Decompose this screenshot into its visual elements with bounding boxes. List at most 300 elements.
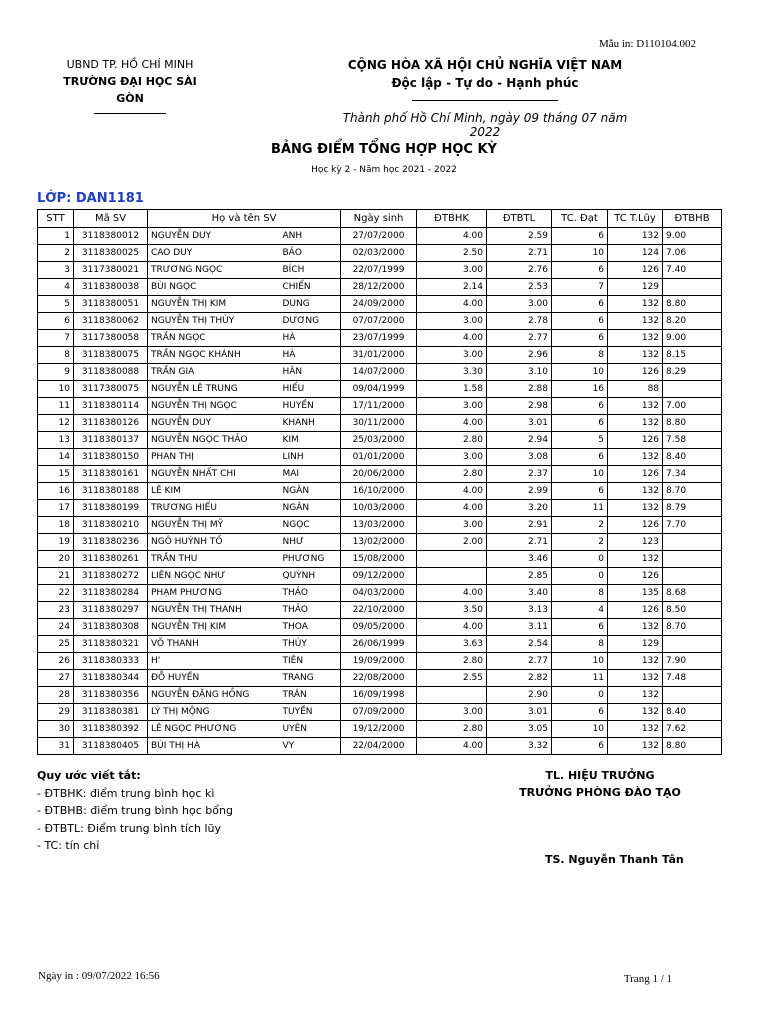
cell-dob: 19/09/2000 [341,653,417,670]
cell-dob: 15/08/2000 [341,551,417,568]
cell-dtbhb: 8.40 [663,449,722,466]
cell-given-name: NGÂN [280,483,341,500]
cell-student-id: 3118380088 [74,364,148,381]
cell-dtbhk: 3.50 [417,602,487,619]
table-row [38,364,722,381]
cell-student-id: 3118380161 [74,466,148,483]
cell-dtbtl: 2.94 [487,432,552,449]
cell-dtbhb [663,551,722,568]
cell-dtbhb: 7.34 [663,466,722,483]
cell-given-name: TRÂN [280,687,341,704]
cell-stt: 8 [38,347,74,364]
cell-dtbtl: 2.82 [487,670,552,687]
cell-surname: CAO DUY [148,245,280,262]
cell-tc-luy: 129 [608,279,663,296]
cell-stt: 1 [38,228,74,245]
cell-dtbtl: 2.91 [487,517,552,534]
cell-given-name: LINH [280,449,341,466]
cell-surname: NGUYỄN THỊ NGỌC [148,398,280,415]
cell-stt: 6 [38,313,74,330]
cell-tc-dat: 6 [552,262,608,279]
cell-tc-dat: 11 [552,670,608,687]
city-committee: UBND TP. HỒ CHÍ MINH [66,58,194,71]
cell-tc-luy: 132 [608,398,663,415]
table-row [38,245,722,262]
signature-title-1: TL. HIỆU TRƯỞNG [545,769,655,782]
cell-dtbhk: 1.58 [417,381,487,398]
cell-dtbhk: 3.30 [417,364,487,381]
cell-dtbhk: 4.00 [417,228,487,245]
cell-dtbtl: 2.96 [487,347,552,364]
cell-dtbhb: 8.50 [663,602,722,619]
print-date: Ngày in : 09/07/2022 16:56 [38,970,160,982]
cell-stt: 12 [38,415,74,432]
cell-stt: 23 [38,602,74,619]
cell-dtbhb: 8.15 [663,347,722,364]
cell-dob: 16/09/1998 [341,687,417,704]
table-row [38,432,722,449]
cell-surname: LÊ NGỌC PHƯƠNG [148,721,280,738]
cell-dtbhb [663,568,722,585]
cell-dtbtl: 3.40 [487,585,552,602]
legend-item: - ĐTBHB: điểm trung bình học bổng [37,804,233,817]
cell-dtbtl: 2.54 [487,636,552,653]
cell-stt: 7 [38,330,74,347]
cell-stt: 21 [38,568,74,585]
cell-tc-luy: 132 [608,687,663,704]
cell-dob: 31/01/2000 [341,347,417,364]
cell-dtbhk: 2.80 [417,466,487,483]
cell-tc-dat: 16 [552,381,608,398]
cell-tc-luy: 132 [608,619,663,636]
cell-dtbhk: 2.14 [417,279,487,296]
cell-student-id: 3118380261 [74,551,148,568]
legend-heading: Quy ước viết tắt: [37,769,141,782]
cell-dtbtl: 3.46 [487,551,552,568]
cell-dob: 07/07/2000 [341,313,417,330]
table-row [38,483,722,500]
cell-dtbtl: 3.32 [487,738,552,755]
cell-dtbhb [663,636,722,653]
header-dtbhb: ĐTBHB [663,210,722,228]
table-row [38,653,722,670]
cell-student-id: 3118380210 [74,517,148,534]
table-row [38,347,722,364]
legend-item: - ĐTBTL: Điểm trung bình tích lũy [37,821,222,835]
table-row [38,636,722,653]
cell-student-id: 3118380062 [74,313,148,330]
cell-dtbhb: 8.80 [663,415,722,432]
cell-tc-dat: 6 [552,449,608,466]
cell-dtbhb: 7.58 [663,432,722,449]
cell-tc-dat: 0 [552,568,608,585]
cell-tc-dat: 6 [552,619,608,636]
cell-student-id: 3117380058 [74,330,148,347]
cell-dtbtl: 3.10 [487,364,552,381]
cell-stt: 10 [38,381,74,398]
cell-dtbtl: 2.98 [487,398,552,415]
cell-dob: 24/09/2000 [341,296,417,313]
cell-dtbhb [663,279,722,296]
cell-dtbhk: 2.00 [417,534,487,551]
cell-tc-dat: 6 [552,398,608,415]
cell-dob: 28/12/2000 [341,279,417,296]
cell-dtbtl: 3.01 [487,704,552,721]
cell-dob: 14/07/2000 [341,364,417,381]
cell-tc-dat: 8 [552,636,608,653]
cell-dtbtl: 3.11 [487,619,552,636]
table-row [38,296,722,313]
cell-stt: 25 [38,636,74,653]
cell-tc-dat: 8 [552,585,608,602]
cell-dob: 19/12/2000 [341,721,417,738]
cell-tc-dat: 0 [552,551,608,568]
cell-stt: 22 [38,585,74,602]
cell-student-id: 3118380381 [74,704,148,721]
cell-tc-dat: 6 [552,313,608,330]
cell-stt: 30 [38,721,74,738]
cell-dob: 27/07/2000 [341,228,417,245]
cell-dtbhk [417,551,487,568]
cell-tc-luy: 126 [608,466,663,483]
cell-tc-luy: 132 [608,228,663,245]
cell-given-name: CHIẾN [280,279,341,296]
cell-dob: 22/08/2000 [341,670,417,687]
cell-tc-dat: 6 [552,704,608,721]
cell-tc-luy: 132 [608,483,663,500]
cell-dtbhb: 8.79 [663,500,722,517]
cell-surname: VÕ THANH [148,636,280,653]
cell-student-id: 3118380321 [74,636,148,653]
table-row [38,704,722,721]
cell-dob: 17/11/2000 [341,398,417,415]
cell-dob: 07/09/2000 [341,704,417,721]
cell-student-id: 3118380392 [74,721,148,738]
cell-dtbhk: 4.00 [417,500,487,517]
cell-tc-dat: 6 [552,483,608,500]
table-row [38,466,722,483]
cell-dtbhb: 7.48 [663,670,722,687]
cell-dtbhk: 3.00 [417,704,487,721]
cell-surname: NGUYỄN DUY [148,228,280,245]
cell-dob: 09/05/2000 [341,619,417,636]
header-full-name: Họ và tên SV [148,210,341,228]
cell-tc-luy: 132 [608,296,663,313]
header-underline [94,113,166,114]
cell-given-name: TUYỀN [280,704,341,721]
cell-stt: 13 [38,432,74,449]
cell-dtbtl: 2.88 [487,381,552,398]
table-row [38,721,722,738]
header-stt: STT [38,210,74,228]
cell-tc-luy: 132 [608,415,663,432]
legend-item: - ĐTBHK: điểm trung bình học kì [37,786,215,800]
cell-tc-luy: 123 [608,534,663,551]
cell-tc-dat: 10 [552,721,608,738]
header-tc-luy: TC T.Lũy [608,210,663,228]
header-dtbhk: ĐTBHK [417,210,487,228]
cell-surname: NGÔ HUỲNH TỐ [148,534,280,551]
cell-surname: BÙI NGỌC [148,279,280,296]
cell-tc-luy: 126 [608,364,663,381]
country-name: CỘNG HÒA XÃ HỘI CHỦ NGHĨA VIỆT NAM [347,58,623,72]
cell-student-id: 3118380137 [74,432,148,449]
cell-surname: NGUYỄN THỊ THÙY [148,313,280,330]
cell-student-id: 3118380075 [74,347,148,364]
cell-tc-dat: 10 [552,364,608,381]
cell-tc-luy: 132 [608,449,663,466]
cell-surname: NGUYỄN THỊ MỸ [148,517,280,534]
cell-student-id: 3118380356 [74,687,148,704]
cell-stt: 29 [38,704,74,721]
cell-stt: 28 [38,687,74,704]
cell-surname: PHẠM PHƯƠNG [148,585,280,602]
cell-tc-luy: 132 [608,551,663,568]
header-tc-dat: TC. Đạt [552,210,608,228]
cell-surname: NGUYỄN THỊ KIM [148,619,280,636]
cell-tc-dat: 2 [552,517,608,534]
cell-surname: NGUYỄN NHẤT CHI [148,466,280,483]
cell-student-id: 3118380199 [74,500,148,517]
cell-given-name: HÀ [280,330,341,347]
cell-given-name: THẢO [280,602,341,619]
cell-student-id: 3118380272 [74,568,148,585]
cell-dtbhk: 4.00 [417,296,487,313]
table-row [38,279,722,296]
cell-dtbhk: 3.00 [417,449,487,466]
page-title: BẢNG ĐIỂM TỔNG HỢP HỌC KỲ [271,142,497,157]
table-row [38,534,722,551]
grades-table [37,209,722,755]
cell-dtbhb [663,534,722,551]
cell-given-name: HUYỀN [280,398,341,415]
table-row [38,738,722,755]
cell-student-id: 3118380051 [74,296,148,313]
cell-stt: 31 [38,738,74,755]
cell-dtbhk: 3.00 [417,398,487,415]
cell-dob: 30/11/2000 [341,415,417,432]
cell-dtbhk: 3.00 [417,347,487,364]
cell-dtbhk: 2.80 [417,721,487,738]
cell-dob: 26/06/1999 [341,636,417,653]
cell-given-name: HIẾU [280,381,341,398]
cell-dtbhb [663,687,722,704]
cell-tc-luy: 132 [608,704,663,721]
cell-surname: LÝ THỊ MỘNG [148,704,280,721]
table-header-row [38,210,722,228]
cell-student-id: 3118380333 [74,653,148,670]
cell-tc-luy: 135 [608,585,663,602]
cell-stt: 5 [38,296,74,313]
signature-title-2: TRƯỞNG PHÒNG ĐÀO TẠO [519,786,681,799]
cell-given-name: KHANH [280,415,341,432]
table-row [38,619,722,636]
cell-student-id: 3118380308 [74,619,148,636]
cell-dtbhb: 9.00 [663,228,722,245]
cell-surname: BÙI THỊ HÀ [148,738,280,755]
cell-dtbhb: 8.70 [663,619,722,636]
cell-dtbhb: 7.06 [663,245,722,262]
cell-surname: TRƯƠNG HIẾU [148,500,280,517]
cell-given-name: NHƯ [280,534,341,551]
cell-given-name: NGỌC [280,517,341,534]
cell-given-name: THẢO [280,585,341,602]
cell-dob: 13/03/2000 [341,517,417,534]
cell-tc-luy: 132 [608,500,663,517]
cell-surname: ĐỖ HUYỀN [148,670,280,687]
motto: Độc lập - Tự do - Hạnh phúc [391,76,579,90]
header-dob: Ngày sinh [341,210,417,228]
cell-tc-luy: 126 [608,602,663,619]
signer-name: TS. Nguyễn Thanh Tân [545,853,684,866]
cell-dob: 20/06/2000 [341,466,417,483]
cell-stt: 18 [38,517,74,534]
cell-dtbtl: 3.08 [487,449,552,466]
cell-dtbtl: 2.37 [487,466,552,483]
cell-surname: TRƯƠNG NGỌC [148,262,280,279]
cell-dtbhb: 8.40 [663,704,722,721]
cell-dtbhk: 3.63 [417,636,487,653]
table-row [38,585,722,602]
legend-item: - TC: tín chỉ [37,839,100,852]
cell-student-id: 3118380012 [74,228,148,245]
cell-dtbhk: 2.80 [417,653,487,670]
cell-dtbtl: 2.53 [487,279,552,296]
table-row [38,449,722,466]
table-row [38,313,722,330]
cell-student-id: 3118380297 [74,602,148,619]
cell-tc-dat: 8 [552,347,608,364]
cell-dtbtl: 2.71 [487,534,552,551]
header-student-id: Mã SV [74,210,148,228]
signature-block [505,767,695,801]
cell-dtbhb: 8.80 [663,738,722,755]
cell-given-name: HÀ [280,347,341,364]
cell-surname: NGUYỄN THỊ KIM [148,296,280,313]
cell-given-name: UYÊN [280,721,341,738]
cell-surname: TRẦN THU [148,551,280,568]
header-dtbtl: ĐTBTL [487,210,552,228]
cell-surname: NGUYỄN LÊ TRUNG [148,381,280,398]
national-header [330,56,640,101]
cell-dob: 16/10/2000 [341,483,417,500]
cell-tc-dat: 11 [552,500,608,517]
cell-dob: 09/12/2000 [341,568,417,585]
cell-dtbtl: 2.76 [487,262,552,279]
cell-dtbhb: 8.80 [663,296,722,313]
cell-dtbhb: 7.90 [663,653,722,670]
cell-dtbhb: 7.70 [663,517,722,534]
table-row [38,330,722,347]
cell-stt: 26 [38,653,74,670]
cell-dtbhb: 7.00 [663,398,722,415]
cell-given-name: NGÂN [280,500,341,517]
cell-dob: 10/03/2000 [341,500,417,517]
cell-dtbhb: 8.68 [663,585,722,602]
cell-given-name: TRANG [280,670,341,687]
cell-tc-dat: 6 [552,296,608,313]
table-row [38,670,722,687]
table-row [38,262,722,279]
cell-stt: 20 [38,551,74,568]
cell-dtbtl: 2.71 [487,245,552,262]
cell-given-name: DƯƠNG [280,313,341,330]
cell-tc-luy: 132 [608,653,663,670]
cell-tc-luy: 126 [608,517,663,534]
cell-student-id: 3118380150 [74,449,148,466]
cell-dob: 22/10/2000 [341,602,417,619]
cell-stt: 11 [38,398,74,415]
cell-dtbhb: 8.20 [663,313,722,330]
cell-tc-luy: 126 [608,568,663,585]
cell-stt: 2 [38,245,74,262]
cell-student-id: 3118380344 [74,670,148,687]
cell-tc-luy: 126 [608,432,663,449]
cell-tc-dat: 5 [552,432,608,449]
cell-dtbhk: 4.00 [417,483,487,500]
cell-student-id: 3118380038 [74,279,148,296]
table-row [38,415,722,432]
cell-tc-dat: 2 [552,534,608,551]
cell-surname: NGUYỄN THỊ THANH [148,602,280,619]
cell-dtbhb: 7.62 [663,721,722,738]
cell-dtbtl: 3.05 [487,721,552,738]
cell-stt: 19 [38,534,74,551]
cell-given-name: VY [280,738,341,755]
cell-dob: 22/04/2000 [341,738,417,755]
university-name: TRƯỜNG ĐẠI HỌC SÀI GÒN [63,75,197,105]
cell-student-id: 3118380236 [74,534,148,551]
cell-dtbhk: 3.00 [417,517,487,534]
cell-tc-dat: 7 [552,279,608,296]
cell-surname: H' [148,653,280,670]
table-row [38,687,722,704]
cell-student-id: 3118380025 [74,245,148,262]
cell-tc-dat: 0 [552,687,608,704]
cell-given-name: QUỲNH [280,568,341,585]
cell-given-name: PHƯƠNG [280,551,341,568]
cell-tc-dat: 6 [552,415,608,432]
cell-dtbhk [417,568,487,585]
cell-stt: 27 [38,670,74,687]
cell-dtbhb [663,381,722,398]
cell-tc-dat: 10 [552,245,608,262]
cell-dtbhk: 2.80 [417,432,487,449]
cell-student-id: 3118380405 [74,738,148,755]
cell-dtbtl: 3.00 [487,296,552,313]
cell-dob: 25/03/2000 [341,432,417,449]
cell-given-name: KIM [280,432,341,449]
cell-tc-luy: 132 [608,738,663,755]
table-row [38,381,722,398]
cell-tc-luy: 88 [608,381,663,398]
cell-given-name: THÚY [280,636,341,653]
cell-dtbtl: 2.85 [487,568,552,585]
cell-stt: 15 [38,466,74,483]
cell-stt: 17 [38,500,74,517]
cell-dtbtl: 3.20 [487,500,552,517]
class-label: LỚP: DAN1181 [37,191,144,206]
cell-student-id: 3117380075 [74,381,148,398]
cell-student-id: 3117380021 [74,262,148,279]
cell-tc-luy: 132 [608,670,663,687]
cell-dtbtl: 3.01 [487,415,552,432]
cell-dtbtl: 3.13 [487,602,552,619]
cell-tc-luy: 132 [608,313,663,330]
cell-given-name: ANH [280,228,341,245]
cell-dtbtl: 2.78 [487,313,552,330]
cell-dtbtl: 2.77 [487,330,552,347]
